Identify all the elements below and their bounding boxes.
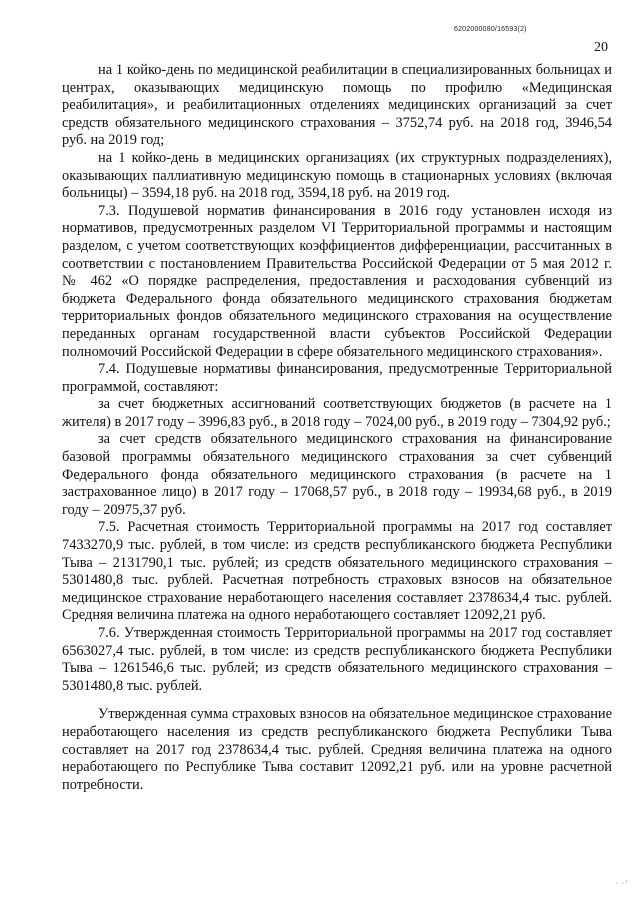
paragraph-7-3: 7.3. Подушевой норматив финансирования в 2016 году установлен исходя из нормативов, предусмотренных разделом VI Территориальной программы и настоящим разделом, с учетом соответствующих коэффициентов дифференциации, рассчитанных в соответствии с постановлением Правительства Российской Федерации от 5 мая 2012 г. № 462 «О порядке распределения, предоставления и расходования субвенций из бюджета Федерального фонда обязательного медицинского страхования бюджетам территориальных фондов обязательного медицинского страхования на осуществление переданных органам государственной власти субъектов Российской Федерации полномочий Российской Федерации в сфере обязательного медицинского страхования». [62,202,612,360]
paragraph-palliative-bed-day: на 1 койко-день в медицинских организациях (их структурных подразделениях), оказывающих паллиативную медицинскую помощь в стационарных условиях (включая больницы) – 3594,18 руб. на 2018 год, 3594,18 руб. на 2019 год. [62,149,612,202]
document-body [62,62,612,794]
scan-corner-mark: · ·ʼ [615,879,629,888]
paragraph-rehab-bed-day: на 1 койко-день по медицинской реабилитации в специализированных больницах и центрах, оказывающих медицинскую помощь по профилю «Медицинская реабилитация», и реабилитационных отделениях медицинских организаций за счет средств обязательного медицинского страхования – 3752,74 руб. на 2018 год, 3946,54 руб. на 2019 год; [62,62,612,149]
page-number: 20 [594,40,608,55]
paragraph-budget-norm: за счет бюджетных ассигнований соответствующих бюджетов (в расчете на 1 жителя) в 2017 году – 3996,83 руб., в 2018 году – 7024,00 руб., в 2019 году – 7304,92 руб.; [62,396,612,430]
paragraph-7-5: 7.5. Расчетная стоимость Территориальной программы на 2017 год составляет 7433270,9 тыс. рублей, в том числе: из средств республиканского бюджета Республики Тыва – 2131790,1 тыс. рублей; из средств обязательного медицинского страхования – 5301480,8 тыс. рублей. Расчетная потребность страховых взносов на обязательное медицинское страхование неработающего населения составляет 2378634,4 тыс. рублей. Средняя величина платежа на одного неработающего составляет 12092,21 руб. [62,519,612,624]
paragraph-oms-norm: за счет средств обязательного медицинского страхования на финансирование базовой программы обязательного медицинского страхования за счет субвенций Федерального фонда обязательного медицинского страхования (в расчете на 1 застрахованное лицо) в 2017 году – 17068,57 руб., в 2018 году – 19934,68 руб., в 2019 году – 20975,37 руб. [62,431,612,518]
document-code: 6202000080/16593(2) [454,26,527,33]
paragraph-insurance-contributions: Утвержденная сумма страховых взносов на обязательное медицинское страхование неработающего населения из средств республиканского бюджета Республики Тыва составляет на 2017 год 2378634,4 тыс. рублей. Средняя величина платежа на одного неработающего по Республике Тыва составит 12092,21 руб. или на уровне расчетной потребности. [62,706,612,793]
paragraph-7-6: 7.6. Утвержденная стоимость Территориальной программы на 2017 год составляет 6563027,4 тыс. рублей, в том числе: из средств республиканского бюджета Республики Тыва – 1261546,6 тыс. рублей; из средств обязательного медицинского страхования – 5301480,8 тыс. рублей. [62,625,612,694]
paragraph-7-4: 7.4. Подушевые нормативы финансирования, предусмотренные Территориальной программой, составляют: [62,361,612,395]
